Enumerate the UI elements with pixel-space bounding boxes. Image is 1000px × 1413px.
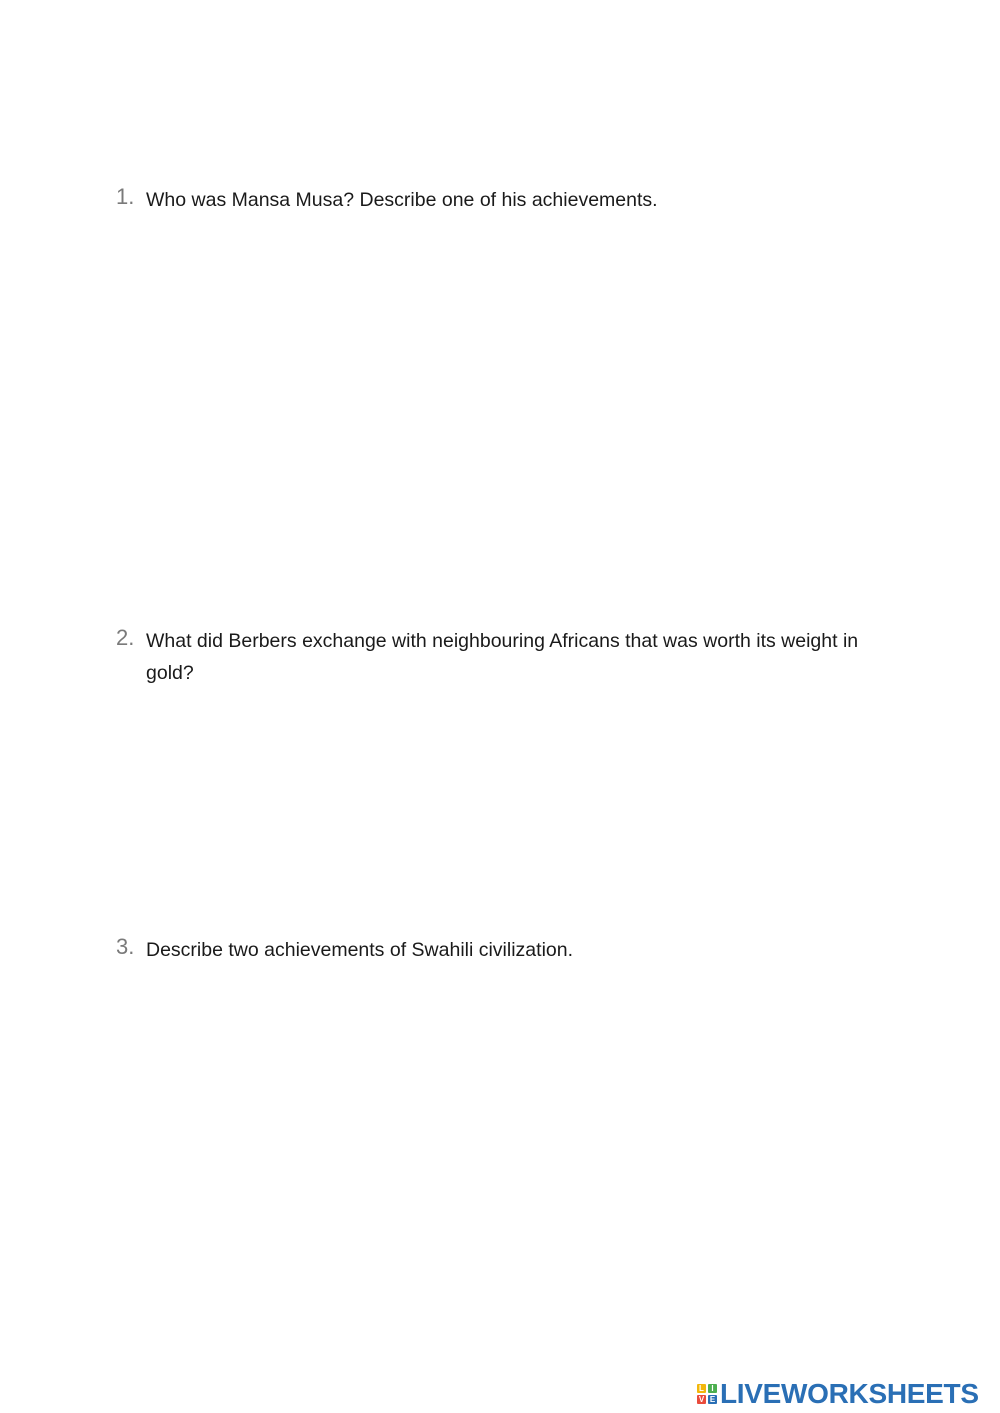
logo-letter-i: I	[708, 1384, 717, 1393]
question-text: Who was Mansa Musa? Describe one of his achievements.	[146, 189, 658, 211]
question-number: 2.	[116, 625, 135, 650]
logo-letter-v: V	[698, 1395, 705, 1404]
logo-text: LIVEWORKSHEETS	[720, 1378, 979, 1409]
question-text: What did Berbers exchange with neighbouring Africans that was worth its weight in gold?	[146, 630, 859, 684]
question-number: 3.	[116, 934, 135, 959]
logo-icon	[697, 1384, 717, 1404]
logo-letter-l: L	[697, 1384, 706, 1393]
liveworksheets-logo	[697, 1376, 979, 1412]
question-2	[116, 625, 876, 689]
question-text: Describe two achievements of Swahili civilization.	[146, 939, 574, 961]
question-number: 1.	[116, 184, 135, 209]
question-3	[116, 934, 876, 966]
question-1	[116, 184, 876, 216]
logo-letter-e: E	[709, 1395, 716, 1404]
